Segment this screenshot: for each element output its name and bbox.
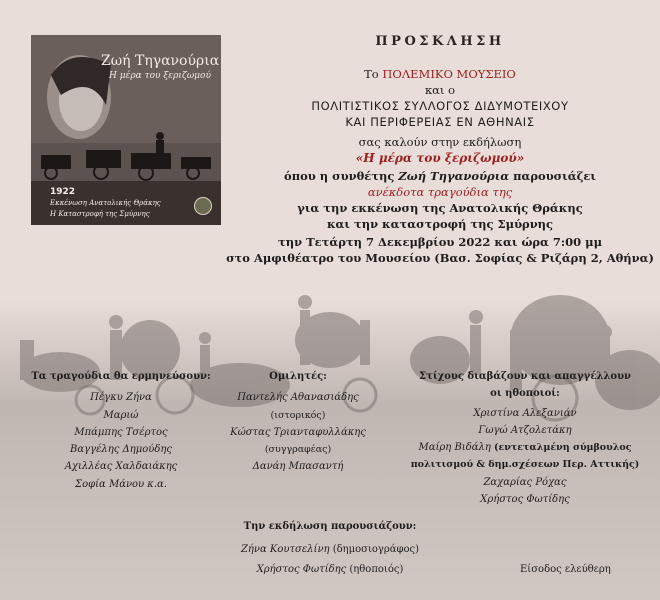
- presenter-name: Ζήνα Κουτσελίνη: [240, 544, 330, 556]
- and-text: και ο: [424, 83, 456, 97]
- reader-name: Μαίρη Βιδάλη: [418, 442, 491, 454]
- seal-icon: [194, 197, 212, 215]
- singer-item: Πέγκυ Ζήνα: [90, 392, 152, 404]
- album-caption-line-2: Η Καταστροφή της Σμύρνης: [50, 210, 150, 218]
- reader-name: Γωγώ Ατζολετάκη: [478, 424, 572, 436]
- presenter-name: Χρήστος Φωτίδης: [256, 563, 347, 575]
- composer-name: Ζωή Τηγανούρια: [398, 169, 510, 183]
- singer-item: Αχιλλέας Χαλδαιάκης: [64, 461, 178, 473]
- album-cover: [31, 35, 221, 225]
- songs-line: ανέκδοτα τραγούδια της: [367, 185, 513, 199]
- presenter-role: (δημοσιογράφος): [332, 544, 420, 556]
- singer-item: Μαριώ: [103, 409, 139, 421]
- singers-heading: Τα τραγούδια θα ερμηνεύσουν:: [31, 371, 211, 382]
- invite-line: σας καλούν στην εκδήλωση: [358, 135, 522, 149]
- reader-role: (εντεταλμένη σύμβουλος: [494, 442, 632, 454]
- organizer-line: [224, 66, 656, 82]
- organizer-prefix: Το: [364, 67, 383, 81]
- reader-name: Χρήστος Φωτίδης: [480, 494, 570, 506]
- singer-item: Βαγγέλης Δημούδης: [70, 444, 172, 456]
- topic-line-1: για την εκκένωση της Ανατολικής Θράκης: [297, 201, 583, 215]
- readers-heading-line-1: Στίχους διαβάζουν και απαγγέλλουν: [419, 371, 631, 382]
- album-subtitle: Η μέρα του ξεριζωμού: [109, 71, 211, 81]
- composer-suffix: παρουσιάζει: [509, 169, 596, 183]
- presenters-section: [215, 518, 445, 578]
- presenter-line: [215, 541, 445, 558]
- organizer-name: ΠΟΛΕΜΙΚΟ ΜΟΥΣΕΙΟ: [382, 67, 516, 81]
- presenter-line: [215, 561, 445, 578]
- presenter-role: (ηθοποιός): [349, 563, 404, 575]
- album-year: 1922: [50, 187, 76, 197]
- venue-line: στο Αμφιθέατρο του Μουσείου (Βασ. Σοφίας & Ριζάρη 2, Αθήνα): [226, 251, 654, 265]
- readers-section: [400, 368, 650, 508]
- page-title: ΠΡΟΣΚΛΗΣΗ: [375, 34, 505, 49]
- album-title: Ζωή Τηγανούρια: [101, 53, 220, 69]
- composer-prefix: όπου η συνθέτης: [284, 169, 399, 183]
- free-entry-note: Είσοδος ελεύθερη: [520, 564, 611, 575]
- reader-role-cont: πολιτισμού & δημ.σχέσεων Περ. Αττικής): [410, 459, 640, 471]
- singers-section: [26, 368, 216, 493]
- speaker-name: Δανάη Μπασαντή: [252, 461, 344, 473]
- reader-name-with-role: [400, 439, 650, 456]
- album-caption-line-1: Εκκένωση Ανατολικής Θράκης: [50, 199, 161, 207]
- speaker-role: (συγγραφέας): [264, 444, 332, 456]
- club-name-line-1: ΠΟΛΙΤΙΣΤΙΚΟΣ ΣΥΛΛΟΓΟΣ ΔΙΔΥΜΟΤΕΙΧΟΥ: [311, 99, 569, 113]
- speakers-section: [218, 368, 378, 476]
- presenters-heading: Την εκδήλωση παρουσιάζουν:: [243, 521, 417, 532]
- invitation-text: [224, 26, 656, 266]
- readers-heading-line-2: οι ηθοποιοί:: [490, 388, 560, 400]
- event-title: «Η μέρα του ξεριζωμού»: [355, 151, 525, 165]
- reader-name: Ζαχαρίας Ρόχας: [483, 476, 567, 488]
- composer-line: [224, 168, 656, 184]
- speaker-name: Κώστας Τριανταφυλλάκης: [230, 426, 366, 438]
- reader-name: Χριστίνα Αλεξανιάν: [473, 407, 577, 419]
- speaker-role: (ιστορικός): [270, 409, 326, 421]
- club-name-line-2: ΚΑΙ ΠΕΡΙΦΕΡΕΙΑΣ ΕΝ ΑΘΗΝΑΙΣ: [345, 115, 535, 129]
- speakers-heading: Ομιλητές:: [269, 371, 327, 382]
- singer-item: Μπάμπης Τσέρτος: [74, 426, 168, 438]
- topic-line-2: και την καταστροφή της Σμύρνης: [326, 217, 554, 231]
- speaker-name: Παντελής Αθανασιάδης: [237, 392, 359, 404]
- singer-item: Σοφία Μάνου κ.α.: [75, 478, 167, 490]
- datetime-line: την Τετάρτη 7 Δεκεμβρίου 2022 και ώρα 7:00 μμ: [277, 235, 602, 249]
